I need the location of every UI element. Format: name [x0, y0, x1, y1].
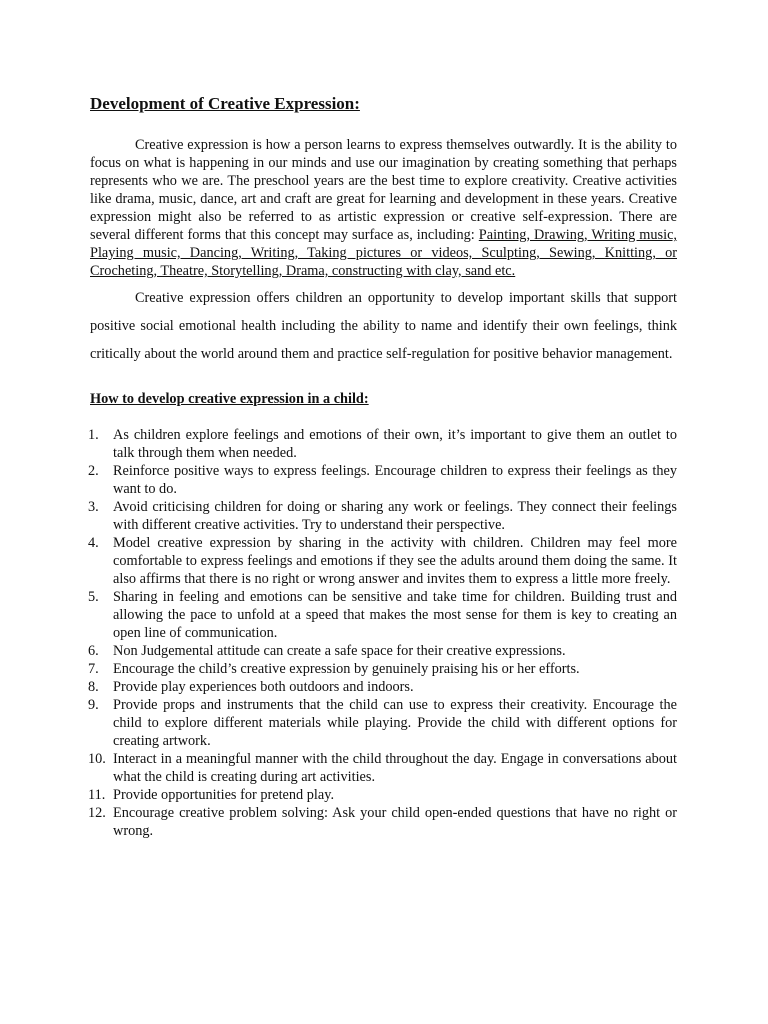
list-item-text: Model creative expression by sharing in the activity with children. Children may feel more comfortable to express feelings and emotions if they see the adults around them doing the same. It also affirms that there is no right or wrong answer and invites them to express a little more freely.	[113, 535, 677, 587]
list-item	[90, 426, 677, 462]
list-item-number: 10.	[88, 751, 106, 767]
list-item	[90, 534, 677, 588]
list-item-number: 7.	[88, 661, 99, 677]
steps-list	[90, 426, 677, 840]
list-item-text: As children explore feelings and emotions of their own, it’s important to give them an outlet to talk through them when needed.	[113, 427, 677, 461]
list-item-text: Avoid criticising children for doing or sharing any work or feelings. They connect their feelings with different creative activities. Try to understand their perspective.	[113, 499, 677, 533]
intro-paragraph	[90, 136, 677, 280]
list-item	[90, 804, 677, 840]
list-item	[90, 498, 677, 534]
list-item	[90, 750, 677, 786]
intro-text: Creative expression is how a person learns to express themselves outwardly. It is the ability to focus on what is happening in our minds and use our imagination by creating something that perhaps represents who we are. The preschool years are the best time to explore creativity. Creative activities like drama, music, dance, art and craft are great for learning and development in these years. Creative expression might also be referred to as artistic expression or creative self-expression. There are several different forms that this concept may surface as, including:	[90, 137, 677, 243]
list-item-number: 4.	[88, 535, 99, 551]
list-item-text: Provide play experiences both outdoors and indoors.	[113, 679, 414, 695]
list-item	[90, 462, 677, 498]
list-item-number: 11.	[88, 787, 106, 803]
list-item-number: 6.	[88, 643, 99, 659]
list-item-number: 1.	[88, 427, 99, 443]
list-item-number: 9.	[88, 697, 99, 713]
section-heading: How to develop creative expression in a child:	[90, 391, 369, 407]
list-item-text: Provide opportunities for pretend play.	[113, 787, 335, 803]
list-item	[90, 642, 677, 660]
list-item-text: Encourage the child’s creative expression by genuinely praising his or her efforts.	[113, 661, 580, 677]
list-item-number: 8.	[88, 679, 99, 695]
list-item-number: 2.	[88, 463, 99, 479]
document-title: Development of Creative Expression:	[90, 94, 360, 113]
list-item-text: Non Judgemental attitude can create a safe space for their creative expressions.	[113, 643, 566, 659]
list-item	[90, 678, 677, 696]
list-item	[90, 588, 677, 642]
list-item	[90, 696, 677, 750]
list-item-number: 3.	[88, 499, 99, 515]
list-item-text: Sharing in feeling and emotions can be sensitive and take time for children. Building trust and allowing the pace to unfold at a speed that makes the most sense for them is key to creating an open line of communication.	[113, 589, 677, 641]
list-item	[90, 660, 677, 678]
list-item-number: 5.	[88, 589, 99, 605]
list-item-text: Provide props and instruments that the child can use to express their creativity. Encourage the child to explore different materials while playing. Provide the child with different options for creating artwork.	[113, 697, 677, 749]
list-item-number: 12.	[88, 805, 106, 821]
creative-forms-list: Painting, Drawing, Writing music, Playing music, Dancing, Writing, Taking pictures or videos, Sculpting, Sewing, Knitting, or Crocheting, Theatre, Storytelling, Drama, constructing with clay, sand etc.	[90, 227, 678, 279]
second-paragraph: Creative expression offers children an opportunity to develop important skills that support positive social emotional health including the ability to name and identify their own feelings, think critically about the world around them and practice self-regulation for positive behavior management.	[90, 290, 677, 362]
list-item	[90, 786, 677, 804]
document-page	[90, 94, 677, 840]
list-item-text: Interact in a meaningful manner with the child throughout the day. Engage in conversations about what the child is creating during art activities.	[113, 751, 677, 785]
list-item-text: Encourage creative problem solving: Ask your child open-ended questions that have no right or wrong.	[113, 805, 677, 839]
list-item-text: Reinforce positive ways to express feelings. Encourage children to express their feelings as they want to do.	[113, 463, 677, 497]
